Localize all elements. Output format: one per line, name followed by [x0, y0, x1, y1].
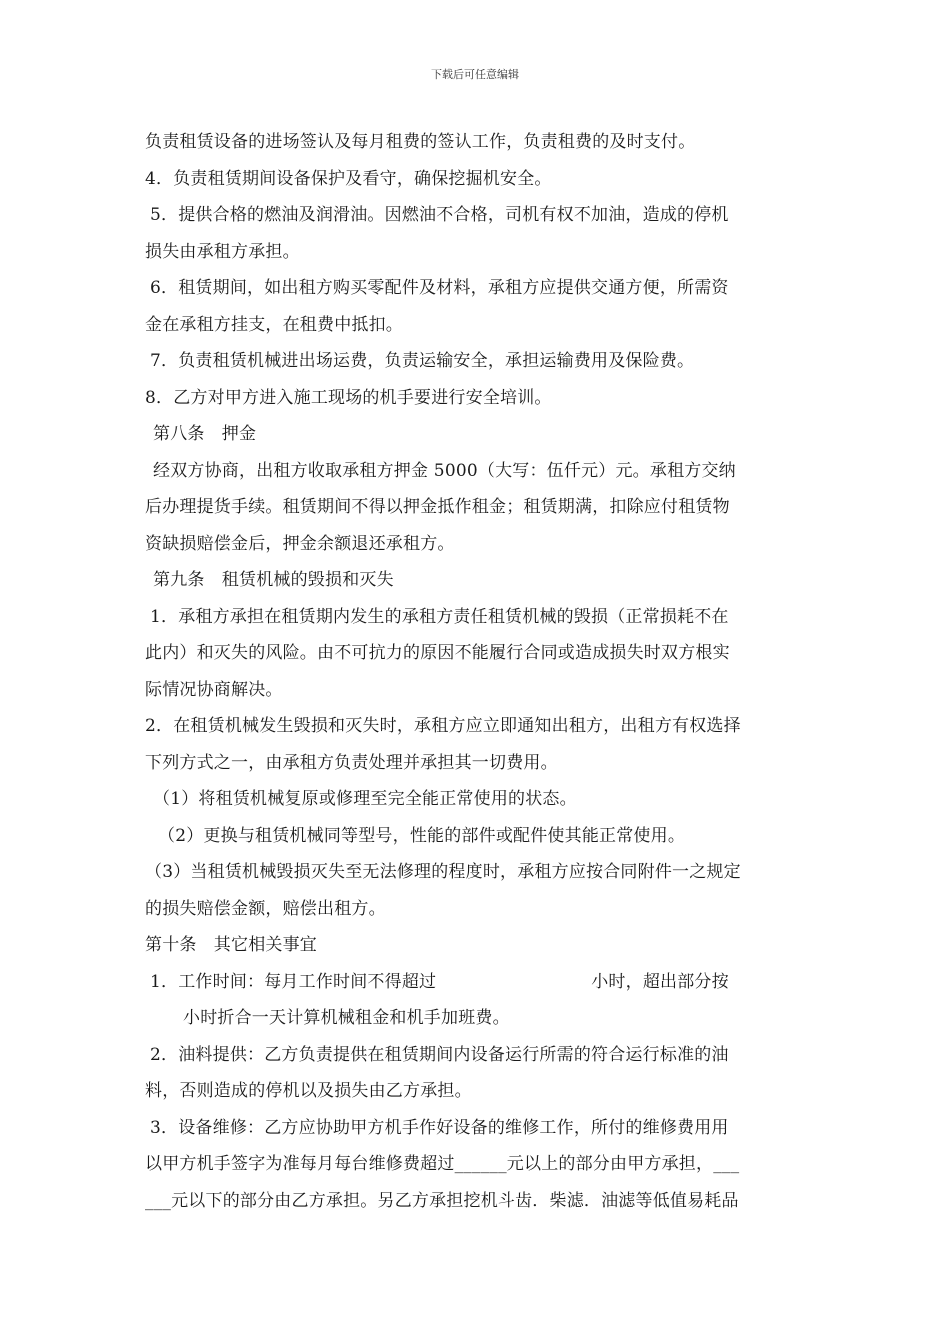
paragraph-line: 后办理提货手续。租赁期间不得以押金抵作租金；租赁期满，扣除应付租赁物 — [145, 497, 730, 517]
document-body — [145, 124, 810, 1219]
clause-item-2: 2．在租赁机械发生毁损和灭失时，承租方应立即通知出租方，出租方有权选择 — [145, 716, 741, 736]
paragraph-line: 资缺损赔偿金后，押金余额退还承租方。 — [145, 533, 455, 554]
clause-item-4: 4．负责租赁期间设备保护及看守，确保挖掘机安全。 — [145, 168, 552, 189]
paragraph-line: 金在承租方挂支，在租费中抵扣。 — [145, 314, 403, 335]
clause-item-6: 6．租赁期间，如出租方购买零配件及材料，承租方应提供交通方便，所需资 — [150, 278, 729, 298]
clause-item-5: 5．提供合格的燃油及润滑油。因燃油不合格，司机有权不加油，造成的停机 — [150, 205, 729, 225]
sub-item-2: （2）更换与租赁机械同等型号，性能的部件或配件使其能正常使用。 — [158, 825, 686, 846]
paragraph-line: 以甲方机手签字为准每月每台维修费超过______元以上的部分由甲方承担，___ — [145, 1154, 740, 1174]
paragraph-line: 料，否则造成的停机以及损失由乙方承担。 — [145, 1081, 472, 1101]
paragraph-line: 小时折合一天计算机械租金和机手加班费。 — [183, 1008, 510, 1028]
paragraph-line: 际情况协商解决。 — [145, 679, 283, 700]
work-hours-text: 1．工作时间：每月工作时间不得超过 — [150, 971, 437, 992]
clause-item-8: 8．乙方对甲方进入施工现场的机手要进行安全培训。 — [145, 387, 552, 408]
paragraph-line: 负责租赁设备的进场签认及每月租费的签认工作，负责租费的及时支付。 — [145, 132, 696, 152]
page-header: 下载后可任意编辑 — [431, 68, 519, 81]
paragraph-line: 经双方协商，出租方收取承租方押金 5000（大写：伍仟元）元。承租方交纳 — [153, 460, 736, 481]
sub-item-1: （1）将租赁机械复原或修理至完全能正常使用的状态。 — [153, 789, 577, 809]
clause-item-3-maintenance: 3．设备维修：乙方应协助甲方机手作好设备的维修工作，所付的维修费用用 — [150, 1117, 729, 1138]
clause-item-1-work-hours — [145, 964, 810, 1001]
sub-item-3: （3）当租赁机械毁损灭失至无法修理的程度时，承租方应按合同附件一之规定 — [145, 862, 741, 882]
paragraph-line: 的损失赔偿金额，赔偿出租方。 — [145, 898, 386, 919]
article-9-heading: 第九条 租赁机械的毁损和灭失 — [153, 570, 394, 590]
paragraph-line: 损失由承租方承担。 — [145, 241, 300, 262]
article-8-heading: 第八条 押金 — [153, 424, 257, 444]
overtime-text: 小时，超出部分按 — [591, 971, 729, 992]
clause-item-1: 1．承租方承担在租赁期内发生的承租方责任租赁机械的毁损（正常损耗不在 — [150, 606, 729, 627]
paragraph-line: 此内）和灭失的风险。由不可抗力的原因不能履行合同或造成损失时双方根实 — [145, 643, 730, 663]
clause-item-2-fuel: 2．油料提供：乙方负责提供在租赁期间内设备运行所需的符合运行标准的油 — [150, 1044, 729, 1065]
article-10-heading: 第十条 其它相关事宜 — [145, 935, 317, 955]
paragraph-line: 下列方式之一，由承租方负责处理并承担其一切费用。 — [145, 752, 558, 773]
paragraph-line: ___元以下的部分由乙方承担。另乙方承担挖机斗齿．柴滤．油滤等低值易耗品 — [145, 1190, 739, 1211]
clause-item-7: 7．负责租赁机械进出场运费，负责运输安全，承担运输费用及保险费。 — [150, 351, 695, 371]
